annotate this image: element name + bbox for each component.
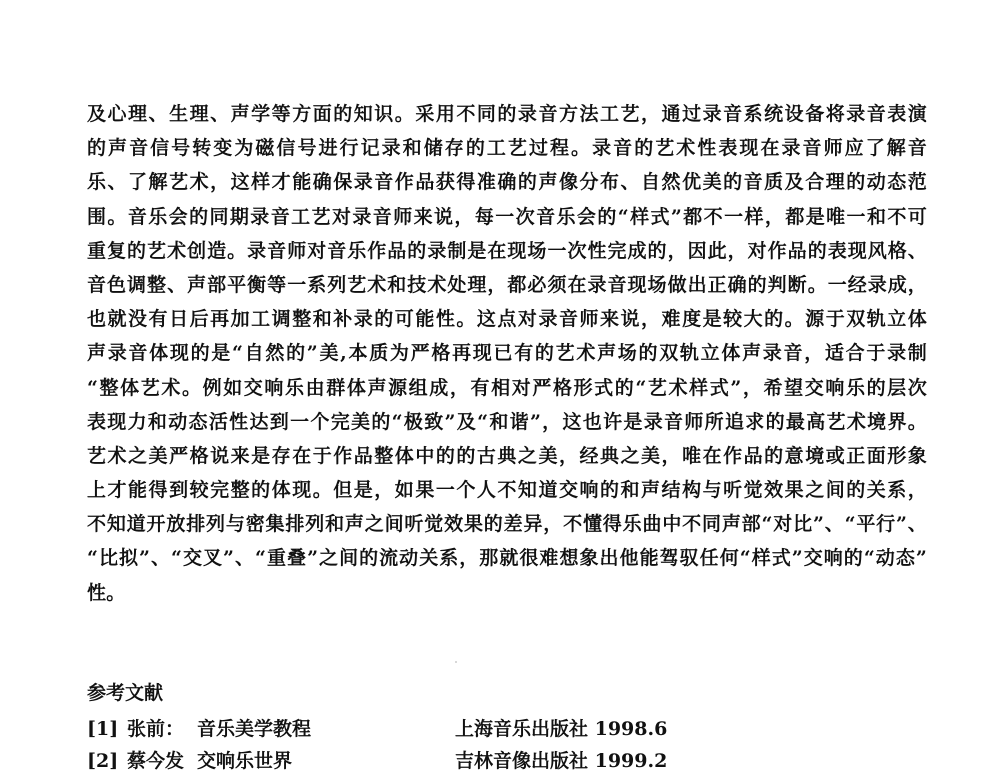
text-line: 表现力和动态活性达到一个完美的“极致”及“和谐”，这也许是录音师所追求的最高艺术境界。 <box>87 410 927 433</box>
reference-publisher: 吉林音像出版社 1999.2 <box>455 750 668 772</box>
body-paragraph <box>87 97 927 610</box>
references-heading: 参考文献 <box>87 682 164 704</box>
reference-publisher: 上海音乐出版社 1998.6 <box>455 718 668 740</box>
text-line: 重复的艺术创造。录音师对音乐作品的录制是在现场一次性完成的，因此，对作品的表现风格、 <box>87 239 927 262</box>
reference-title: 交响乐世界 <box>197 750 293 772</box>
text-line: 声录音体现的是“自然的”美,本质为严格再现已有的艺术声场的双轨立体声录音，适合于录制 <box>87 342 927 365</box>
reference-item <box>87 712 755 746</box>
text-line: 围。音乐会的同期录音工艺对录音师来说，每一次音乐会的“样式”都不一样，都是唯一和不可 <box>87 205 927 228</box>
text-line: “比拟”、“交叉”、“重叠”之间的流动关系，那就很难想象出他能驾驭任何“样式”交响的“动态” <box>87 547 927 570</box>
text-line: 不知道开放排列与密集排列和声之间听觉效果的差异，不懂得乐曲中不同声部“对比”、“平行”、 <box>87 513 927 536</box>
reference-author: 蔡今发 <box>127 750 185 772</box>
text-line: 也就没有日后再加工调整和补录的可能性。这点对录音师来说，难度是较大的。源于双轨立体 <box>87 308 927 331</box>
reference-number: [2] <box>87 750 119 772</box>
reference-item <box>87 744 755 778</box>
text-line: 的声音信号转变为磁信号进行记录和储存的工艺过程。录音的艺术性表现在录音师应了解音 <box>87 137 927 160</box>
reference-title: 音乐美学教程 <box>197 718 312 740</box>
text-line: 乐、了解艺术，这样才能确保录音作品获得准确的声像分布、自然优美的音质及合理的动态范 <box>87 171 927 194</box>
scan-speck <box>455 661 457 663</box>
text-line-last: 性。 <box>87 581 126 604</box>
text-line: “整体艺术。例如交响乐由群体声源组成，有相对严格形式的“艺术样式”，希望交响乐的层次 <box>87 376 927 399</box>
text-line: 及心理、生理、声学等方面的知识。采用不同的录音方法工艺，通过录音系统设备将录音表演 <box>87 103 927 125</box>
text-line: 上才能得到较完整的体现。但是，如果一个人不知道交响的和声结构与听觉效果之间的关系， <box>87 479 927 502</box>
text-line: 艺术之美严格说来是存在于作品整体中的的古典之美，经典之美，唯在作品的意境或正面形象 <box>87 444 927 467</box>
reference-author: 张前： <box>127 718 185 740</box>
text-line: 音色调整、声部平衡等一系列艺术和技术处理，都必须在录音现场做出正确的判断。一经录成， <box>87 273 927 296</box>
reference-number: [1] <box>87 718 119 740</box>
